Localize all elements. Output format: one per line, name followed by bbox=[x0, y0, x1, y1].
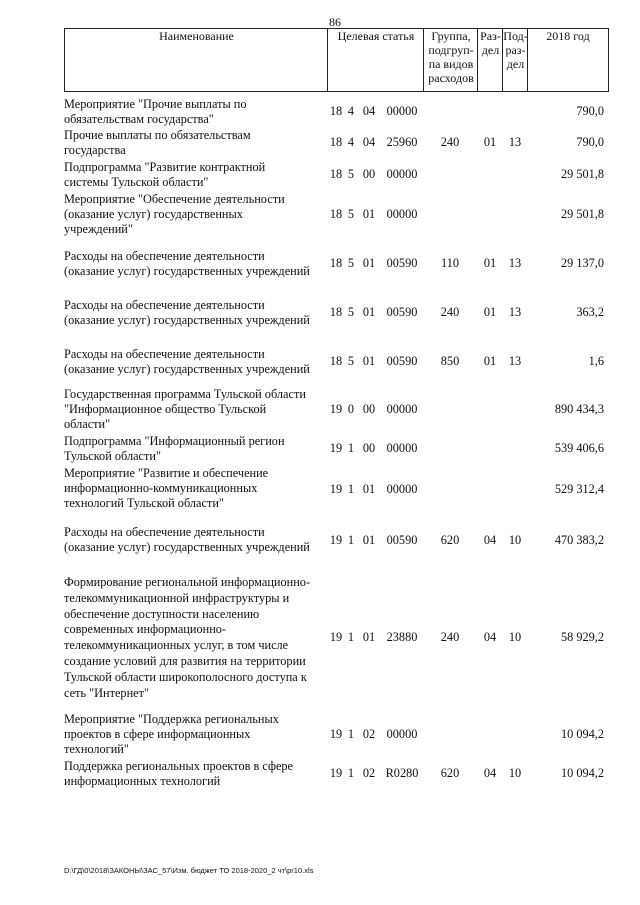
row-code-1: 18 bbox=[329, 354, 343, 368]
row-code-4: 00590 bbox=[386, 533, 418, 547]
row-code-2: 5 bbox=[347, 207, 355, 221]
header-podrazdel-l3: дел bbox=[506, 57, 525, 71]
header-target-cell bbox=[327, 28, 424, 92]
header-year-cell bbox=[527, 28, 609, 92]
row-razdel: 04 bbox=[483, 766, 497, 780]
header-name: Наименование bbox=[159, 29, 234, 43]
row-code-3: 01 bbox=[362, 305, 376, 319]
row-group: 240 bbox=[440, 305, 460, 319]
row-code-1: 18 bbox=[329, 207, 343, 221]
row-code-4: 00000 bbox=[386, 441, 418, 455]
row-code-2: 1 bbox=[347, 441, 355, 455]
row-code-3: 01 bbox=[362, 533, 376, 547]
row-code-1: 19 bbox=[329, 482, 343, 496]
header-group-cell bbox=[423, 28, 478, 92]
header-razdel-l1: Раз- bbox=[480, 29, 501, 43]
row-code-4: 00000 bbox=[386, 167, 418, 181]
row-amount: 539 406,6 bbox=[554, 441, 604, 455]
row-group: 620 bbox=[440, 533, 460, 547]
row-code-1: 18 bbox=[329, 104, 343, 118]
row-podrazdel: 13 bbox=[508, 256, 522, 270]
row-name: Расходы на обеспечение деятельности (оказание услуг) государственных учреждений bbox=[64, 525, 310, 554]
row-code-4: 00000 bbox=[386, 727, 418, 741]
row-code-4: 25960 bbox=[386, 135, 418, 149]
row-amount: 890 434,3 bbox=[554, 402, 604, 416]
row-razdel: 01 bbox=[483, 305, 497, 319]
row-amount: 29 137,0 bbox=[560, 256, 604, 270]
row-amount: 470 383,2 bbox=[554, 533, 604, 547]
row-code-3: 02 bbox=[362, 727, 376, 741]
header-podrazdel-l2: раз- bbox=[505, 43, 526, 57]
row-code-1: 18 bbox=[329, 305, 343, 319]
row-code-2: 4 bbox=[347, 104, 355, 118]
row-code-4: 00000 bbox=[386, 207, 418, 221]
row-amount: 29 501,8 bbox=[560, 207, 604, 221]
row-name: Мероприятие "Развитие и обеспечение информационно-коммуникационных технологий Тульской области" bbox=[64, 466, 269, 510]
row-code-4: 00000 bbox=[386, 402, 418, 416]
row-name: Государственная программа Тульской области "Информационное общество Тульской области" bbox=[64, 387, 306, 431]
header-year: 2018 год bbox=[546, 29, 590, 43]
row-code-1: 19 bbox=[329, 766, 343, 780]
row-code-4: 00590 bbox=[386, 256, 418, 270]
row-code-3: 01 bbox=[362, 630, 376, 644]
row-code-1: 19 bbox=[329, 727, 343, 741]
row-code-4: 00590 bbox=[386, 305, 418, 319]
row-razdel: 04 bbox=[483, 630, 497, 644]
row-code-2: 1 bbox=[347, 630, 355, 644]
row-code-2: 5 bbox=[347, 256, 355, 270]
row-amount: 790,0 bbox=[576, 135, 604, 149]
row-code-1: 19 bbox=[329, 441, 343, 455]
row-code-2: 1 bbox=[347, 533, 355, 547]
row-razdel: 04 bbox=[483, 533, 497, 547]
row-name: Расходы на обеспечение деятельности (оказание услуг) государственных учреждений bbox=[64, 298, 310, 327]
row-podrazdel: 13 bbox=[508, 135, 522, 149]
header-podrazdel-cell bbox=[502, 28, 528, 92]
row-name: Мероприятие "Обеспечение деятельности (оказание услуг) государственных учреждений" bbox=[64, 192, 285, 236]
row-name: Мероприятие "Поддержка региональных проектов в сфере информационных технологий" bbox=[64, 712, 279, 756]
row-code-3: 00 bbox=[362, 441, 376, 455]
header-podrazdel-l1: Под- bbox=[503, 29, 528, 43]
row-amount: 29 501,8 bbox=[560, 167, 604, 181]
row-group: 240 bbox=[440, 630, 460, 644]
row-name: Расходы на обеспечение деятельности (оказание услуг) государственных учреждений bbox=[64, 249, 310, 278]
header-razdel-cell bbox=[477, 28, 503, 92]
row-code-1: 18 bbox=[329, 256, 343, 270]
row-amount: 363,2 bbox=[576, 305, 604, 319]
row-code-3: 01 bbox=[362, 482, 376, 496]
row-podrazdel: 13 bbox=[508, 305, 522, 319]
row-code-3: 01 bbox=[362, 354, 376, 368]
row-code-4: R0280 bbox=[385, 766, 419, 780]
page-number: 86 bbox=[329, 15, 341, 29]
row-code-4: 00590 bbox=[386, 354, 418, 368]
row-amount: 1,6 bbox=[588, 354, 604, 368]
row-code-3: 04 bbox=[362, 135, 376, 149]
row-group: 240 bbox=[440, 135, 460, 149]
row-group: 110 bbox=[441, 256, 459, 270]
row-name: Подпрограмма "Информационный регион Тульской области" bbox=[64, 434, 285, 463]
row-name: Расходы на обеспечение деятельности (оказание услуг) государственных учреждений bbox=[64, 347, 310, 376]
row-code-1: 18 bbox=[329, 167, 343, 181]
row-code-1: 19 bbox=[329, 402, 343, 416]
row-code-4: 00000 bbox=[386, 104, 418, 118]
row-code-2: 1 bbox=[347, 766, 355, 780]
row-code-3: 01 bbox=[362, 207, 376, 221]
row-code-2: 1 bbox=[347, 482, 355, 496]
row-code-1: 18 bbox=[329, 135, 343, 149]
header-name-cell bbox=[64, 28, 328, 92]
row-code-3: 04 bbox=[362, 104, 376, 118]
row-name: Подпрограмма "Развитие контрактной системы Тульской области" bbox=[64, 160, 266, 189]
row-code-3: 02 bbox=[362, 766, 376, 780]
row-razdel: 01 bbox=[483, 135, 497, 149]
row-code-4: 23880 bbox=[386, 630, 418, 644]
row-amount: 10 094,2 bbox=[560, 727, 604, 741]
header-group-l2: подгруп- bbox=[428, 43, 474, 57]
row-code-2: 0 bbox=[347, 402, 355, 416]
row-code-4: 00000 bbox=[386, 482, 418, 496]
row-group: 620 bbox=[440, 766, 460, 780]
header-razdel-l2: дел bbox=[481, 43, 500, 57]
row-amount: 529 312,4 bbox=[554, 482, 604, 496]
row-name: Мероприятие "Прочие выплаты по обязательствам государства" bbox=[64, 97, 247, 126]
row-name: Прочие выплаты по обязательствам государства bbox=[64, 128, 251, 157]
header-group-l3: па видов bbox=[428, 57, 474, 71]
row-code-2: 1 bbox=[347, 727, 355, 741]
row-podrazdel: 10 bbox=[508, 766, 522, 780]
row-podrazdel: 10 bbox=[508, 533, 522, 547]
row-code-2: 5 bbox=[347, 354, 355, 368]
row-code-3: 00 bbox=[362, 402, 376, 416]
file-path-footer: D:\ГД\0\2018\ЗАКОНЫ\ЗАС_57\Изм. бюджет ТО 2018-2020_2 чт\pr10.xls bbox=[64, 866, 314, 875]
row-razdel: 01 bbox=[483, 256, 497, 270]
header-group-l1: Группа, bbox=[431, 29, 471, 43]
row-code-3: 00 bbox=[362, 167, 376, 181]
row-amount: 10 094,2 bbox=[560, 766, 604, 780]
row-podrazdel: 13 bbox=[508, 354, 522, 368]
row-code-2: 5 bbox=[347, 167, 355, 181]
row-code-1: 19 bbox=[329, 533, 343, 547]
header-group-l4: расходов bbox=[428, 71, 474, 85]
row-code-1: 19 bbox=[329, 630, 343, 644]
row-name: Поддержка региональных проектов в сфере информационных технологий bbox=[64, 759, 294, 788]
row-amount: 58 929,2 bbox=[560, 630, 604, 644]
row-podrazdel: 10 bbox=[508, 630, 522, 644]
row-group: 850 bbox=[440, 354, 460, 368]
header-target: Целевая статья bbox=[337, 29, 415, 43]
row-code-2: 4 bbox=[347, 135, 355, 149]
row-code-3: 01 bbox=[362, 256, 376, 270]
row-amount: 790,0 bbox=[576, 104, 604, 118]
row-razdel: 01 bbox=[483, 354, 497, 368]
row-code-2: 5 bbox=[347, 305, 355, 319]
row-name: Формирование региональной информационно- телекоммуникационной инфраструктуры и обеспечение доступности населению современных информационно- телекоммуникационных услуг, в том числе создание условий для развития на территории Тульской области широкополосного доступа к сеть "Интернет" bbox=[64, 575, 311, 700]
